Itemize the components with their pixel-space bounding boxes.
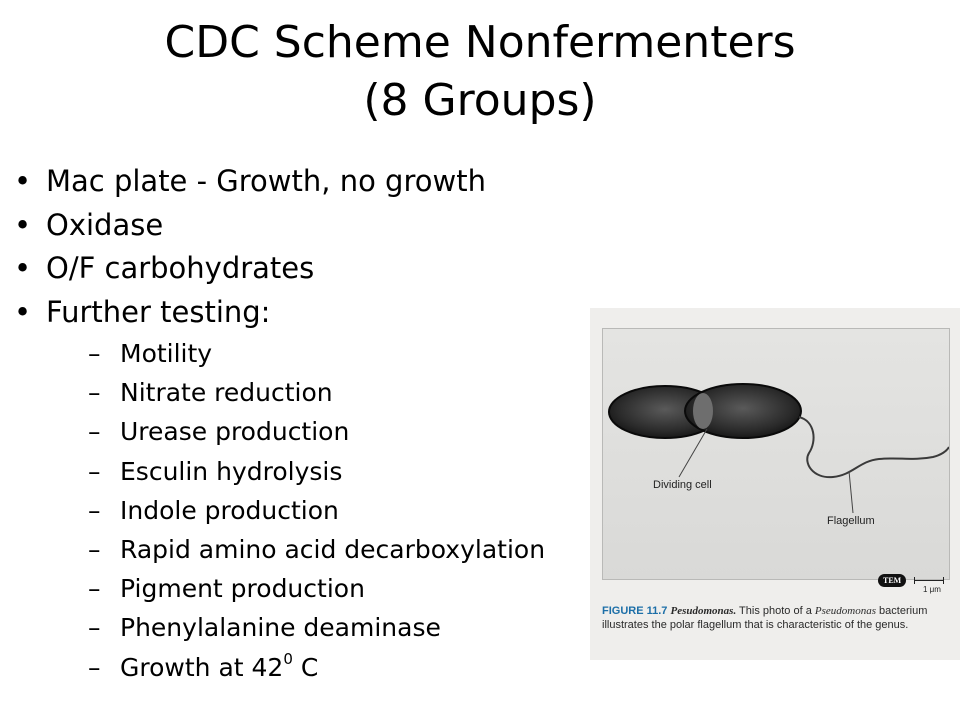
scale-label: 1 μm	[923, 585, 941, 594]
sub-item-growth-temperature	[46, 648, 545, 687]
sub-item: – Esculin hydrolysis	[46, 452, 545, 491]
flagellum-pointer	[849, 471, 853, 513]
title-line-1: CDC Scheme Nonfermenters	[164, 17, 796, 68]
caption-text-2: bacterium illustrates the polar flagellum that is characteristic of the genus.	[602, 605, 928, 631]
caption-genus: Pseudomonas	[814, 605, 876, 617]
pseudomonas-figure	[590, 308, 960, 660]
bullet-list	[14, 160, 545, 687]
growth-unit: C	[292, 652, 319, 682]
sub-item: – Rapid amino acid decarboxylation	[46, 530, 545, 569]
micrograph-photo	[602, 328, 950, 580]
bullet-item-further-testing	[14, 291, 545, 687]
slide-title	[0, 14, 960, 130]
title-line-2: (8 Groups)	[363, 75, 597, 126]
flagellum-label: Flagellum	[827, 515, 875, 527]
sub-item: – Urease production	[46, 412, 545, 451]
bullet-item: • O/F carbohydrates	[14, 247, 545, 291]
sub-item: – Motility	[46, 334, 545, 373]
bullet-item: • Mac plate - Growth, no growth	[14, 160, 545, 204]
growth-text: Growth at 42	[120, 652, 284, 682]
figure-name: Pesudomonas.	[670, 605, 737, 617]
tem-badge: TEM	[878, 574, 906, 587]
bacterium-illustration	[603, 329, 949, 579]
sub-list	[46, 334, 545, 687]
figure-caption	[602, 604, 952, 632]
scale-bar	[914, 580, 944, 581]
bullet-label: Further testing:	[46, 294, 271, 329]
flagellum-shape	[799, 417, 949, 477]
sub-item: – Phenylalanine deaminase	[46, 608, 545, 647]
sub-item: – Pigment production	[46, 569, 545, 608]
dividing-cell-shape	[609, 384, 801, 438]
dividing-cell-label: Dividing cell	[653, 479, 712, 491]
degree-superscript: 0	[283, 650, 293, 669]
figure-number: FIGURE 11.7	[602, 605, 668, 617]
caption-text-1: This photo of a	[736, 605, 815, 617]
sub-item: – Nitrate reduction	[46, 373, 545, 412]
bullet-item: • Oxidase	[14, 204, 545, 248]
sub-item: – Indole production	[46, 491, 545, 530]
